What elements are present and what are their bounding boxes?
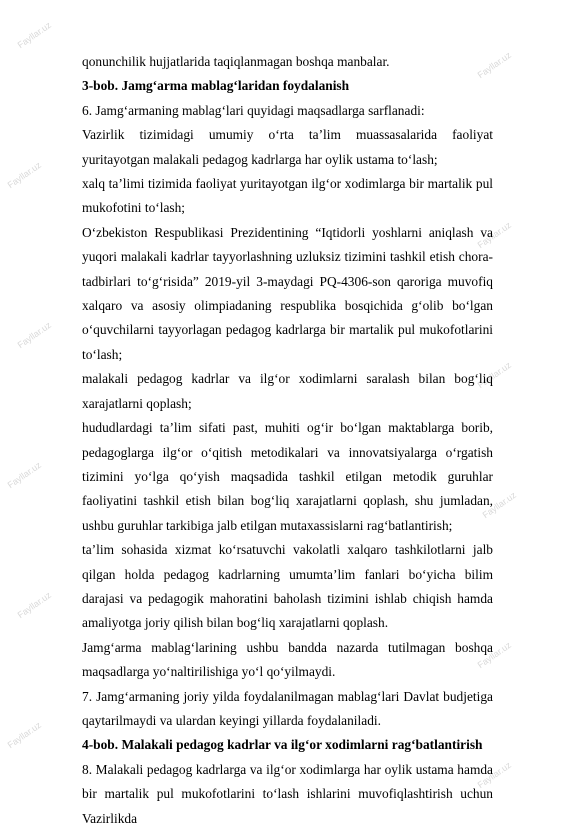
watermark-text: Fayllar.uz xyxy=(15,319,53,351)
paragraph: malakali pedagog kadrlar va ilg‘or xodimlarni saralash bilan bog‘liq xarajatlarni qoplash; xyxy=(82,371,493,411)
paragraph: 7. Jamg‘armaning joriy yilda foydalanilmagan mablag‘lari Davlat budjetiga qaytarilmaydi va ulardan keyingi yillarda foydalaniladi. xyxy=(82,688,493,728)
watermark-text: Fayllar.uz xyxy=(475,219,513,251)
watermark-text: Fayllar.uz xyxy=(15,589,53,621)
watermark-text: Fayllar.uz xyxy=(5,159,43,191)
paragraph: Vazirlik tizimidagi umumiy o‘rta ta’lim muassasalarida faoliyat yuritayotgan malakali pedagog kadrlarga har oylik ustama to‘lash; xyxy=(82,127,493,167)
watermark-text: Fayllar.uz xyxy=(475,759,513,791)
section-heading: 4-bob. Malakali pedagog kadrlar va ilg‘or xodimlarni rag‘batlantirish xyxy=(82,737,483,753)
watermark-text: Fayllar.uz xyxy=(15,19,53,51)
section-heading: 3-bob. Jamg‘arma mablag‘laridan foydalanish xyxy=(82,78,350,94)
document-body xyxy=(82,50,493,831)
watermark-text: Fayllar.uz xyxy=(5,719,43,751)
watermark-text: Fayllar.uz xyxy=(475,49,513,81)
watermark-text: Fayllar.uz xyxy=(475,359,513,391)
paragraph: O‘zbekiston Respublikasi Prezidentining “Iqtidorli yoshlarni aniqlash va yuqori malakali kadrlar tayyorlashning uzluksiz tizimini tashkil etish chora-tadbirlari to‘g‘risida” 2019-yil 3-maydagi PQ-4306-son qaroriga muvofiq xalqaro va asosiy olimpiadaning respublika bosqichida g‘olib bo‘lgan o‘quvchilarni tayyorlagan pedagog kadrlarga bir martalik pul mukofotlarini to‘lash; xyxy=(82,224,493,362)
watermark-text: Fayllar.uz xyxy=(480,489,518,521)
paragraph: 8. Malakali pedagog kadrlarga va ilg‘or xodimlarga har oylik ustama hamda bir martalik pul mukofotlarini to‘lash ishlarini muvofiqlashtirish uchun Vazirlikda xyxy=(82,761,493,826)
paragraph: Jamg‘arma mablag‘larining ushbu bandda nazarda tutilmagan boshqa maqsadlarga yo‘naltirilishiga yo‘l qo‘yilmaydi. xyxy=(82,639,493,680)
watermark-text: Fayllar.uz xyxy=(5,459,43,491)
paragraph: hududlardagi ta’lim sifati past, muhiti og‘ir bo‘lgan maktablarga borib, pedagoglarga ilg‘or o‘qitish metodikalari va innovatsiyalarga o‘rgatish tizimini yo‘lga qo‘yish maqsadida tashkil etilgan metodik guruhlar faoliyatini tashkil etish bilan bog‘liq xarajatlarni qoplash, shu jumladan, ushbu guruhlar tarkibiga jalb etilgan mutaxassislarni rag‘batlantirish; xyxy=(82,420,493,533)
paragraph: qonunchilik hujjatlarida taqiqlanmagan boshqa manbalar. xyxy=(82,54,390,69)
paragraph: ta’lim sohasida xizmat ko‘rsatuvchi vakolatli xalqaro tashkilotlarni jalb qilgan holda pedagog kadrlarning umumta’lim fanlari bo‘yicha bilim darajasi va pedagogik mahoratini baholash tizimini ishlab chiqish hamda amaliyotga joriy qilish bilan bog‘liq xarajatlarni qoplash. xyxy=(82,542,493,631)
watermark-text: Fayllar.uz xyxy=(475,639,513,671)
paragraph: xalq ta’limi tizimida faoliyat yuritayotgan ilg‘or xodimlarga bir martalik pul mukofotini to‘lash; xyxy=(82,176,493,216)
paragraph: 6. Jamg‘armaning mablag‘lari quyidagi maqsadlarga sarflanadi: xyxy=(82,102,425,118)
